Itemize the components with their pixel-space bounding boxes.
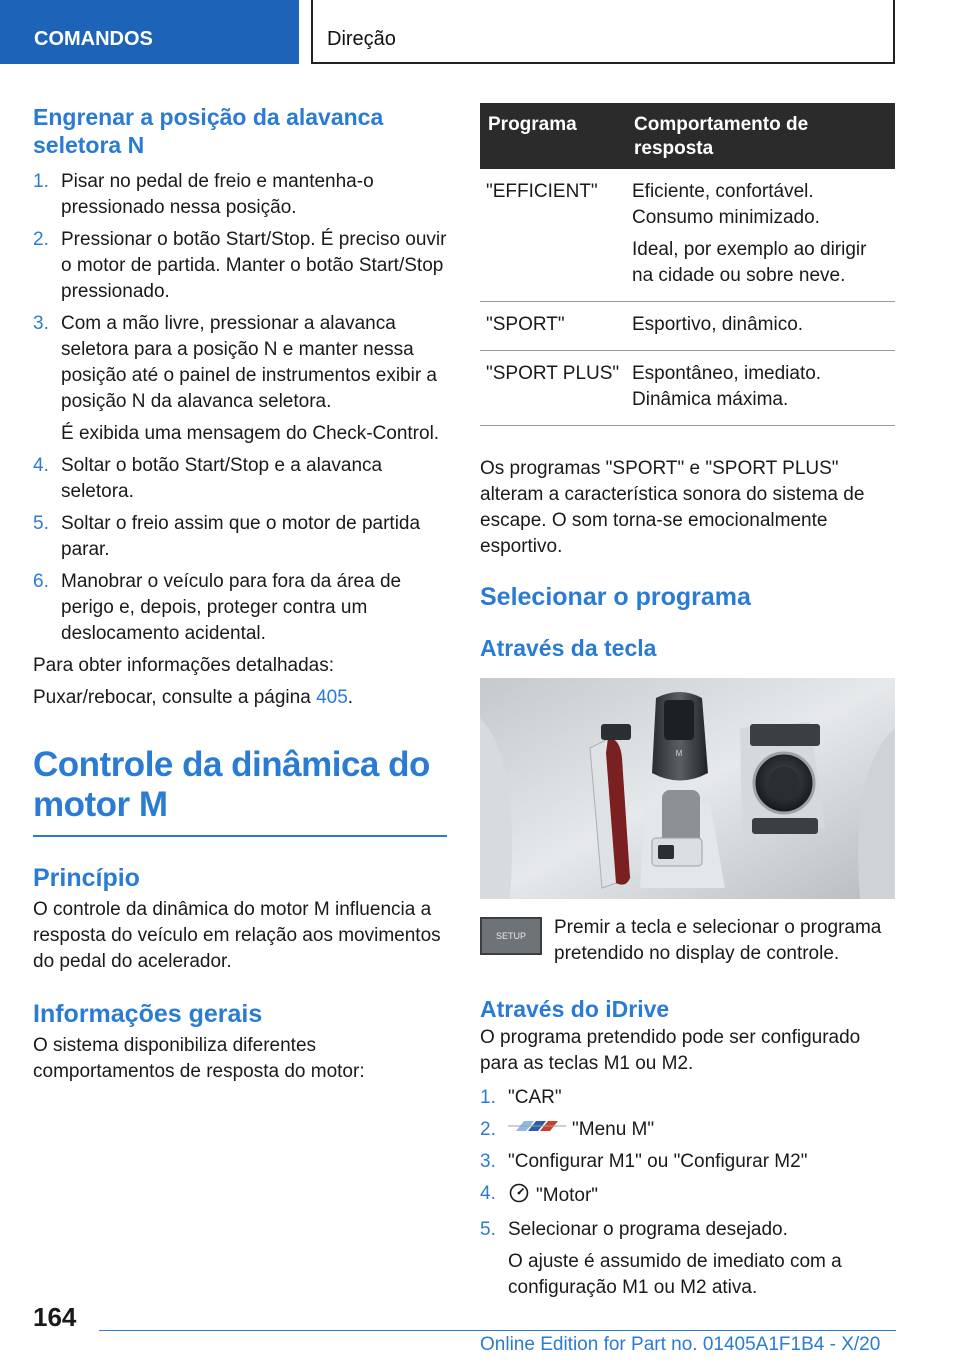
step-number: 2.	[480, 1119, 496, 1140]
step-number: 4.	[480, 1183, 496, 1205]
step-text: Com a mão livre, pressionar a alavanca seletora para a posição N e manter nessa posição até o painel de instrumentos exibir a posição N da alavanca seletora.	[61, 313, 438, 412]
setup-key-row	[480, 917, 895, 967]
table-row	[480, 351, 895, 426]
step-note: É exibida uma mensagem do Check-Control.	[61, 423, 440, 444]
neutral-steps	[33, 169, 447, 647]
program-cell: "SPORT"	[480, 302, 626, 351]
tow-text: Puxar/rebocar, consulte a página	[33, 687, 311, 708]
column-header-behavior: Comportamento de resposta	[626, 103, 895, 169]
topic-box	[311, 0, 895, 64]
heading-principle: Princípio	[33, 864, 140, 892]
list-item	[33, 569, 447, 647]
step-number: 4.	[33, 455, 49, 476]
step-text: Manobrar o veículo para fora da área de perigo e, depois, proteger contra um deslocamento acidental.	[61, 571, 402, 644]
list-item	[33, 453, 447, 505]
step-number: 1.	[33, 171, 49, 192]
behavior-text: Eficiente, confortável. Consumo minimizado.	[632, 181, 820, 228]
step-text: Soltar o freio assim que o motor de partida parar.	[61, 513, 421, 560]
table-row	[480, 302, 895, 351]
table-row	[480, 169, 895, 302]
page-number: 164	[33, 1302, 77, 1332]
topic-label: Direção	[327, 28, 396, 50]
svg-text:M: M	[675, 749, 683, 758]
page-link-405[interactable]: 405	[316, 687, 348, 708]
step-text: "Configurar M1" ou "Configurar M2"	[508, 1151, 808, 1173]
list-item	[33, 227, 447, 305]
step-number: 3.	[480, 1151, 496, 1173]
list-item	[33, 511, 447, 563]
step-text: "Motor"	[536, 1185, 599, 1207]
heading-via-key: Através da tecla	[480, 635, 657, 661]
right-column	[480, 103, 895, 1301]
step-number: 5.	[480, 1219, 496, 1241]
list-item	[33, 311, 447, 447]
behavior-cell: Esportivo, dinâmico.	[626, 302, 895, 351]
step-number: 3.	[33, 313, 49, 334]
key-text: Premir a tecla e selecionar o programa pretendido no display de controle.	[554, 917, 882, 964]
step-text: "CAR"	[508, 1087, 562, 1108]
title-divider	[33, 835, 447, 837]
step-number: 5.	[33, 513, 49, 534]
step-text: "Menu M"	[572, 1119, 655, 1141]
m-stripes-icon	[508, 1117, 566, 1143]
heading-select-program: Selecionar o programa	[480, 583, 751, 611]
section-tab	[0, 0, 299, 64]
list-item	[480, 1217, 895, 1301]
step-number: 6.	[33, 571, 49, 592]
edition-text: Online Edition for Part no. 01405A1F1B4 - X/20	[480, 1334, 881, 1355]
footer-divider	[99, 1330, 896, 1331]
principle-text: O controle da dinâmica do motor M influencia a resposta do veículo em relação aos movimentos do pedal do acelerador.	[33, 899, 441, 972]
section-label: COMANDOS	[34, 28, 153, 50]
table-header-row	[480, 103, 895, 169]
center-console-image	[480, 678, 895, 899]
section-title: Controle da dinâmica do motor M	[33, 745, 430, 824]
gauge-icon	[508, 1181, 530, 1211]
step-number: 2.	[33, 229, 49, 250]
behavior-cell	[626, 169, 895, 302]
heading-via-idrive: Através do iDrive	[480, 996, 670, 1022]
program-table	[480, 103, 895, 426]
idrive-text: O programa pretendido pode ser configurado para as teclas M1 ou M2.	[480, 1027, 861, 1074]
list-item	[480, 1117, 895, 1143]
step-text: Pisar no pedal de freio e mantenha-o pressionado nessa posição.	[61, 171, 374, 218]
idrive-steps	[480, 1085, 895, 1301]
left-column	[33, 103, 447, 1085]
behavior-extra: Ideal, por exemplo ao dirigir na cidade ou sobre neve.	[632, 239, 867, 286]
tow-reference: Puxar/rebocar, consulte a página 405.	[33, 687, 354, 708]
list-item	[33, 169, 447, 221]
step-text: Pressionar o botão Start/Stop. É preciso ouvir o motor de partida. Manter o botão Start/Stop pressionado.	[61, 229, 447, 302]
more-info-text: Para obter informações detalhadas:	[33, 655, 335, 676]
heading-general-info: Informações gerais	[33, 1000, 263, 1028]
step-number: 1.	[480, 1087, 496, 1108]
step-note: O ajuste é assumido de imediato com a configuração M1 ou M2 ativa.	[508, 1251, 842, 1299]
console-illustration	[480, 678, 895, 899]
step-text: Selecionar o programa desejado.	[508, 1219, 788, 1241]
heading-neutral: Engrenar a posição da alavanca seletora N	[33, 104, 384, 158]
program-cell: "EFFICIENT"	[480, 169, 626, 302]
column-header-program: Programa	[480, 103, 626, 169]
sound-text: Os programas "SPORT" e "SPORT PLUS" alteram a característica sonora do sistema de escape. O som torna-se emocionalmente esportivo.	[480, 458, 865, 557]
list-item	[480, 1181, 895, 1211]
setup-key-icon	[480, 917, 542, 955]
program-cell: "SPORT PLUS"	[480, 351, 626, 426]
list-item	[480, 1149, 895, 1175]
step-text: Soltar o botão Start/Stop e a alavanca seletora.	[61, 455, 383, 502]
general-info-text: O sistema disponibiliza diferentes comportamentos de resposta do motor:	[33, 1035, 365, 1082]
setup-key-label: SETUP	[495, 931, 526, 941]
list-item	[480, 1085, 895, 1111]
behavior-cell: Espontâneo, imediato. Dinâmica máxima.	[626, 351, 895, 426]
